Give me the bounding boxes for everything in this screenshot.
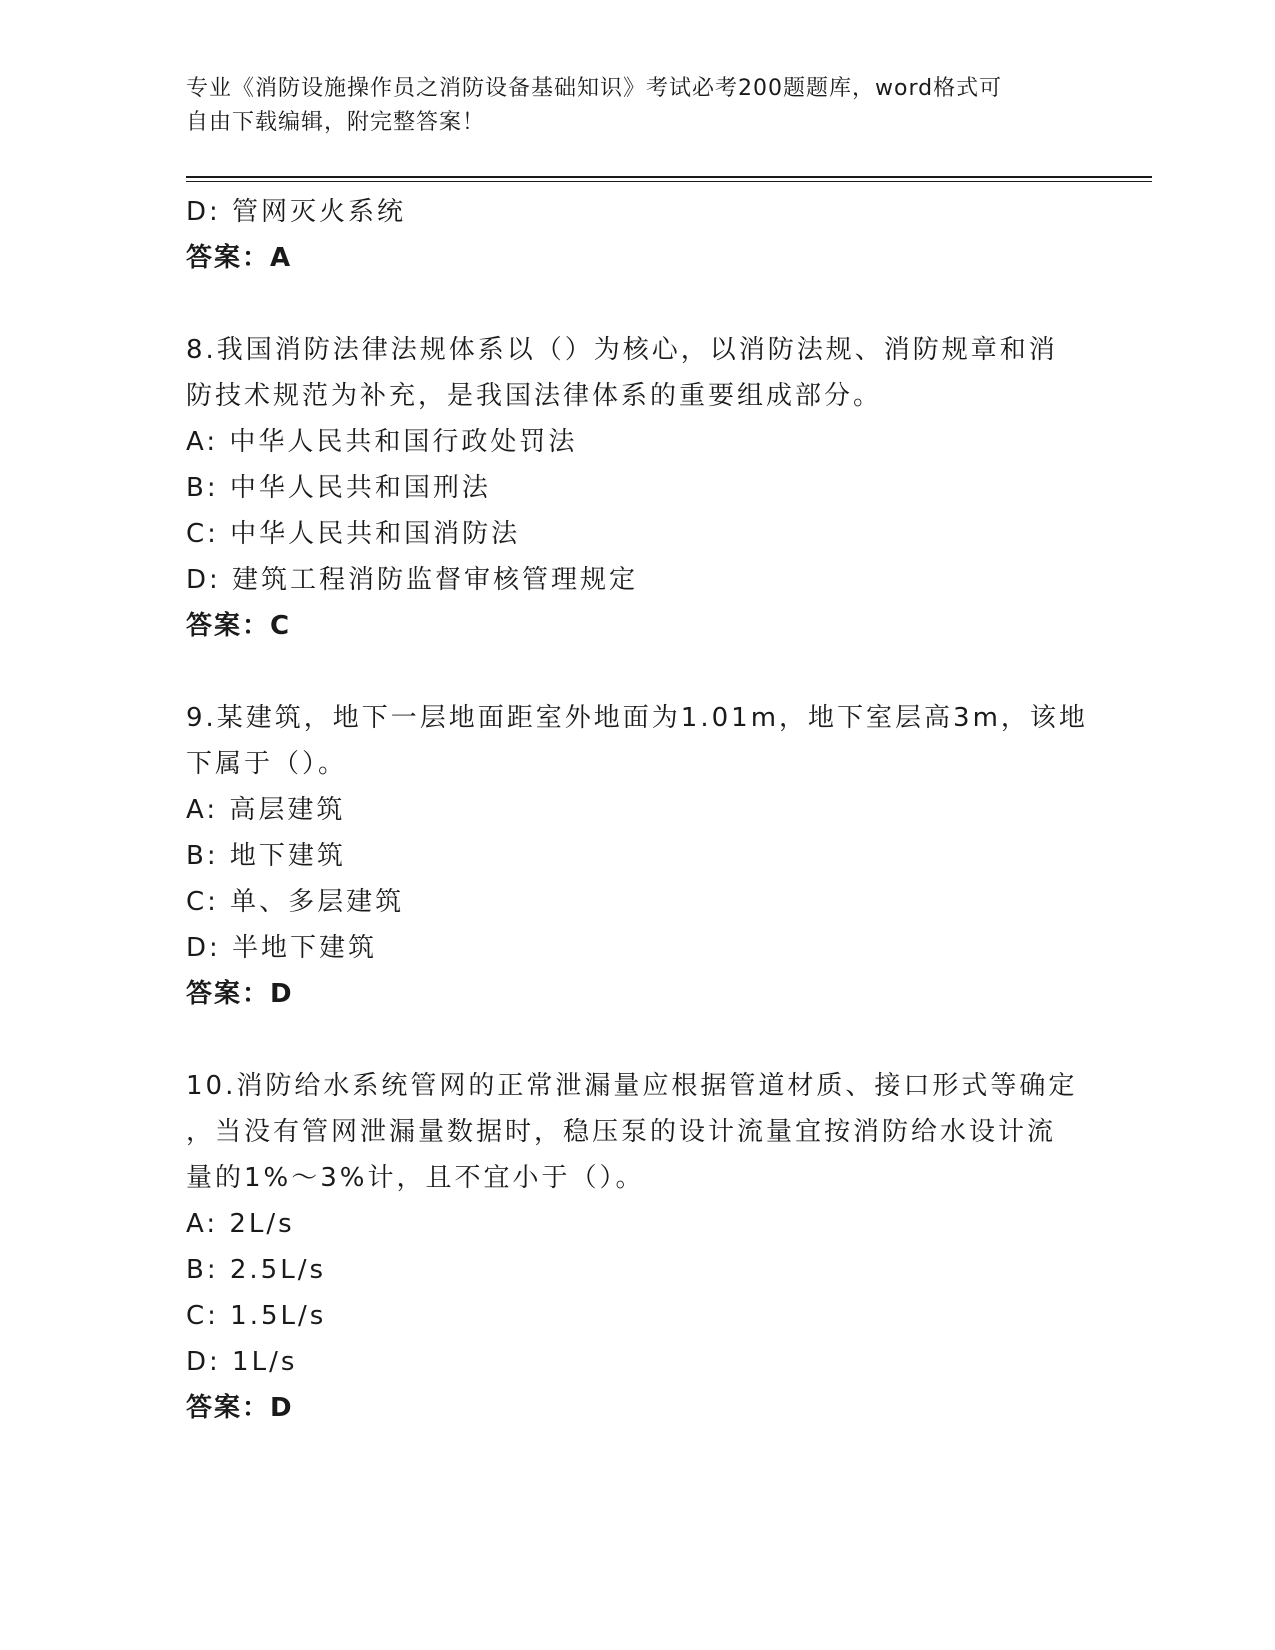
option-b: B: 地下建筑 <box>186 841 346 871</box>
document-body <box>186 189 1086 1431</box>
header-divider-thin <box>186 181 1152 182</box>
spacer <box>186 649 1086 695</box>
option-d: D: 建筑工程消防监督审核管理规定 <box>186 565 639 595</box>
option-d: D: 1L/s <box>186 1347 298 1377</box>
option-c: C: 1.5L/s <box>186 1301 327 1331</box>
spacer <box>186 1017 1086 1063</box>
document-header <box>186 72 1086 140</box>
header-line-1: 专业《消防设施操作员之消防设备基础知识》考试必考200题题库，word格式可 <box>186 76 1003 101</box>
question-text-line: 8.我国消防法律法规体系以（）为核心，以消防法规、消防规章和消 <box>186 335 1058 365</box>
spacer <box>186 281 1086 327</box>
option-d: D: 半地下建筑 <box>186 933 378 963</box>
answer-line: 答案：D <box>186 1393 294 1423</box>
option-c: C: 中华人民共和国消防法 <box>186 519 521 549</box>
answer-line: 答案：C <box>186 611 292 641</box>
previous-question-tail <box>186 189 1086 281</box>
answer-line: 答案：D <box>186 979 294 1009</box>
question-text-line: 9.某建筑，地下一层地面距室外地面为1.01m，地下室层高3m，该地 <box>186 703 1088 733</box>
question-10 <box>186 1063 1086 1431</box>
option-c: C: 单、多层建筑 <box>186 887 405 917</box>
option-a: A: 中华人民共和国行政处罚法 <box>186 427 578 457</box>
header-divider-thick <box>186 176 1152 178</box>
question-9 <box>186 695 1086 1017</box>
question-text-line: 10.消防给水系统管网的正常泄漏量应根据管道材质、接口形式等确定 <box>186 1071 1078 1101</box>
option-b: B: 中华人民共和国刑法 <box>186 473 491 503</box>
answer-line: 答案：A <box>186 243 293 273</box>
option-b: B: 2.5L/s <box>186 1255 327 1285</box>
option-a: A: 2L/s <box>186 1209 295 1239</box>
header-line-2: 自由下载编辑，附完整答案！ <box>186 110 486 135</box>
question-text-line: 防技术规范为补充，是我国法律体系的重要组成部分。 <box>186 381 883 411</box>
option-d: D: 管网灭火系统 <box>186 197 407 227</box>
question-8 <box>186 327 1086 649</box>
question-text-line: 量的1%～3%计，且不宜小于（）。 <box>186 1163 645 1193</box>
question-text-line: ，当没有管网泄漏量数据时，稳压泵的设计流量宜按消防给水设计流 <box>186 1117 1057 1147</box>
question-text-line: 下属于（）。 <box>186 749 348 779</box>
option-a: A: 高层建筑 <box>186 795 346 825</box>
